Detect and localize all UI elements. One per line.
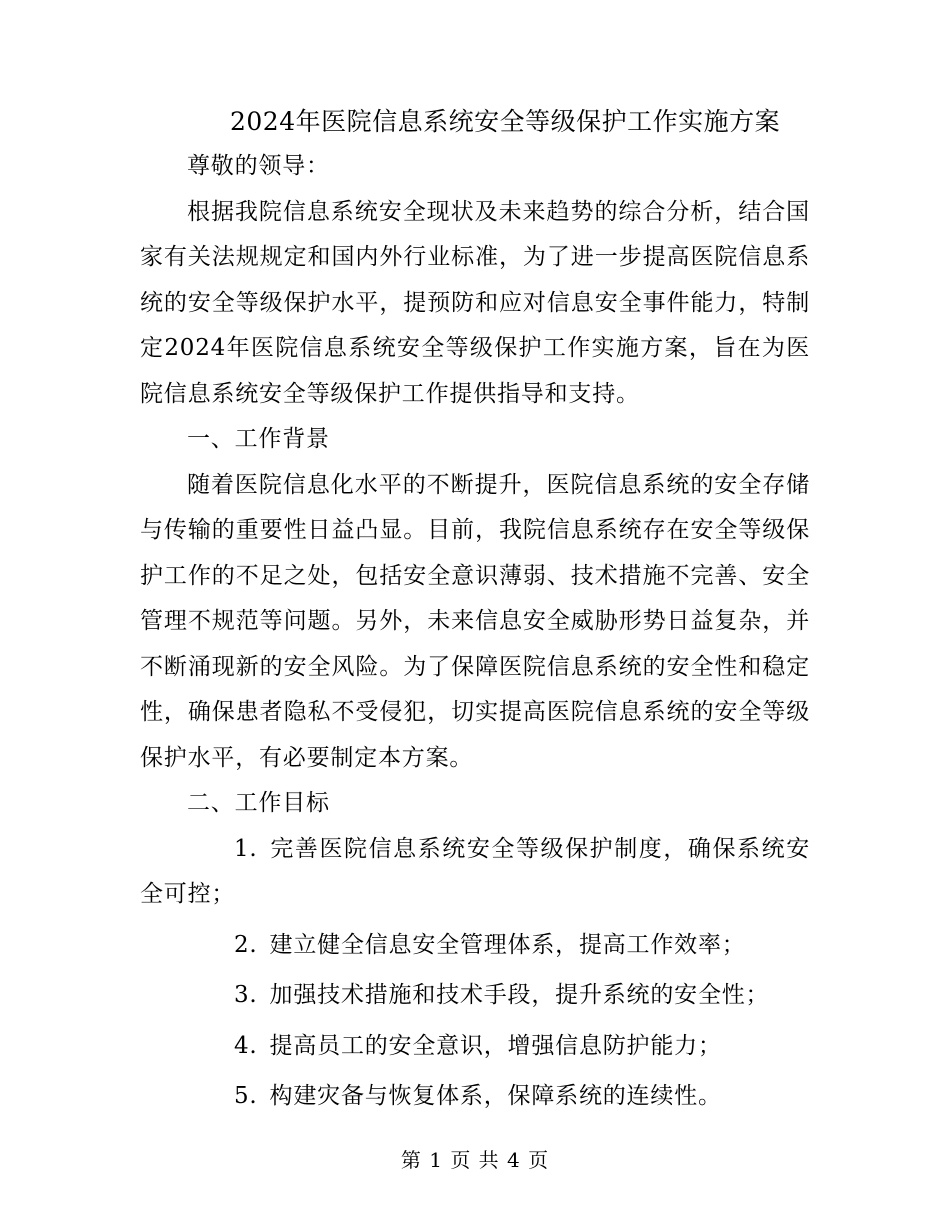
goal-number: 2.: [234, 931, 258, 958]
goal-number: 5.: [234, 1083, 258, 1109]
goal-item-3: [140, 973, 810, 1019]
goal-item-2: [140, 923, 810, 969]
goal-text: 加强技术措施和技术手段，提升系统的安全性；: [269, 982, 770, 1008]
background-paragraph: 随着医院信息化水平的不断提升，医院信息系统的安全存储与传输的重要性日益凸显。目前，我院信息系统存在安全等级保护工作的不足之处，包括安全意识薄弱、技术措施不完善、安全管理不规范等问题。另外，未来信息安全威胁形势日益复杂，并不断涌现新的安全风险。为了保障医院信息系统的安全性和稳定性，确保患者隐私不受侵犯，切实提高医院信息系统的安全等级保护水平，有必要制定本方案。: [140, 471, 810, 771]
document-body: [140, 100, 810, 1120]
goal-text: 提高员工的安全意识，增强信息防护能力；: [269, 1032, 722, 1059]
section-heading-goals: 二、工作目标: [187, 790, 330, 816]
intro-paragraph: 根据我院信息系统安全现状及未来趋势的综合分析，结合国家有关法规规定和国内外行业标准，为了进一步提高医院信息系统的安全等级保护水平，提预防和应对信息安全事件能力，特制定2024年医院信息系统安全等级保护工作实施方案，旨在为医院信息系统安全等级保护工作提供指导和支持。: [140, 198, 810, 407]
goal-text: 完善医院信息系统安全等级保护制度，确保系统安全可控；: [140, 835, 810, 907]
goal-item-1: [140, 827, 810, 918]
salutation: 尊敬的领导：: [187, 153, 330, 179]
goal-text: 建立健全信息安全管理体系，提高工作效率；: [269, 931, 746, 958]
goal-number: 1.: [234, 835, 258, 862]
goal-text: 构建灾备与恢复体系，保障系统的连续性。: [269, 1083, 722, 1109]
goal-number: 4.: [234, 1032, 258, 1059]
goal-item-4: [140, 1024, 810, 1070]
section-heading-background: 一、工作背景: [187, 426, 330, 452]
goal-number: 3.: [234, 982, 258, 1008]
goal-item-5: [140, 1074, 810, 1120]
page-number-footer: 第 1 页 共 4 页: [400, 1148, 550, 1172]
document-title: 2024年医院信息系统安全等级保护工作实施方案: [230, 107, 781, 136]
